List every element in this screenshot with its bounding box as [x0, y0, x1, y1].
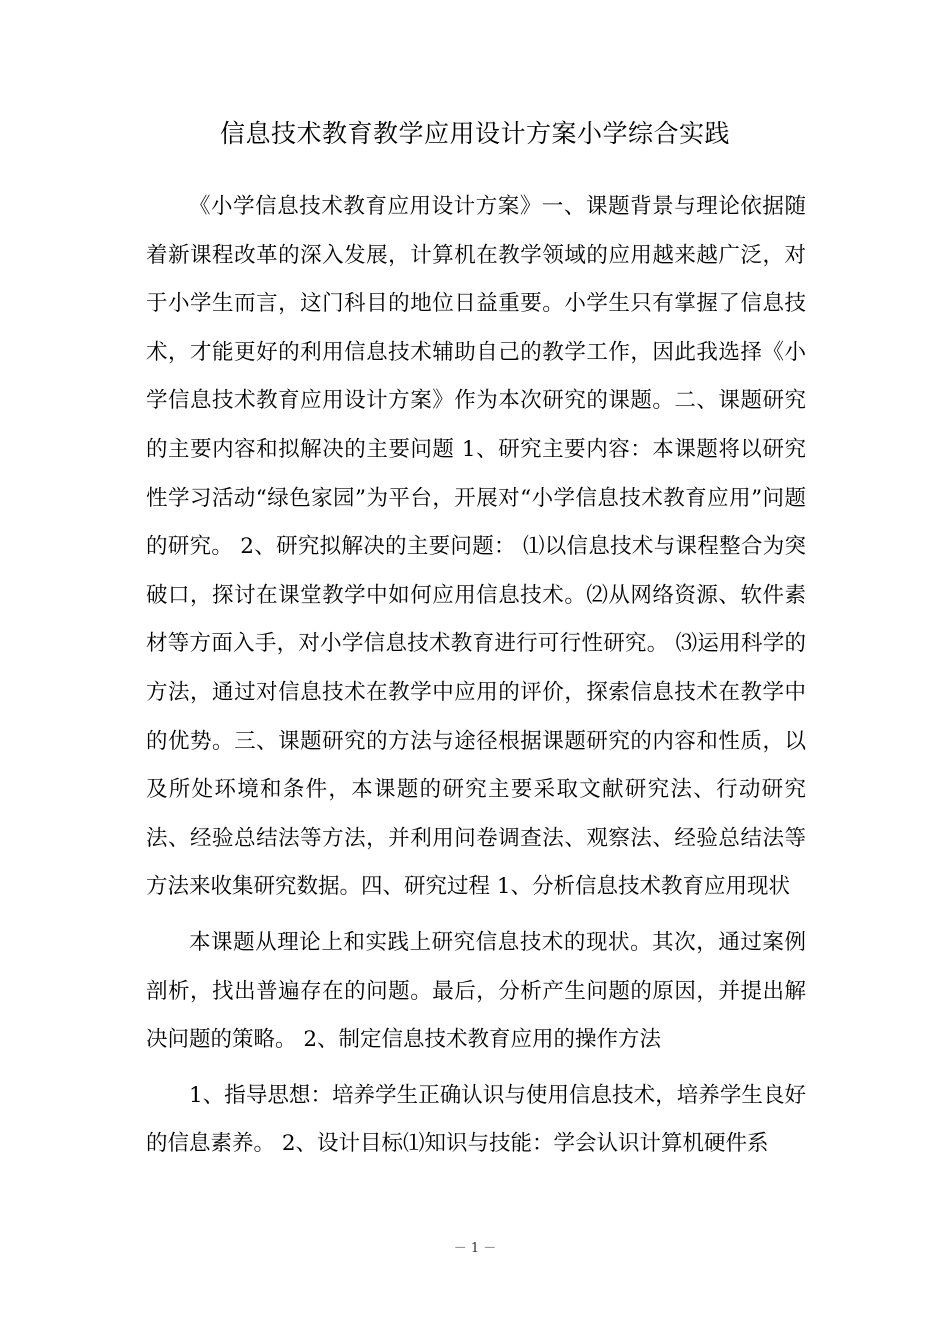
document-title: 信息技术教育教学应用设计方案小学综合实践: [219, 119, 730, 148]
paragraph-2: 本课题从理论上和实践上研究信息技术的现状。其次，通过案例剖析，找出普遍存在的问题。最后，分析产生问题的原因，并提出解决问题的策略。 2、制定信息技术教育应用的操作方法: [146, 929, 806, 1053]
paragraph-3: 1、指导思想：培养学生正确认识与使用信息技术，培养学生良好的信息素养。 2、设计目标⑴知识与技能：学会认识计算机硬件系: [146, 1082, 806, 1157]
paragraph-1: 《小学信息技术教育应用设计方案》一、课题背景与理论依据随着新课程改革的深入发展，计算机在教学领域的应用越来越广泛，对于小学生而言，这门科目的地位日益重要。小学生只有掌握了信息技术，才能更好的利用信息技术辅助自己的教学工作，因此我选择《小学信息技术教育应用设计方案》作为本次研究的课题。二、课题研究的主要内容和拟解决的主要问题 1、研究主要内容：本课题将以研究性学习活动“绿色家园”为平台，开展对“小学信息技术教育应用”问题的研究。 2、研究拟解决的主要问题： ⑴以信息技术与课程整合为突破口，探讨在课堂教学中如何应用信息技术。⑵从网络资源、软件素材等方面入手，对小学信息技术教育进行可行性研究。 ⑶运用科学的方法，通过对信息技术在教学中应用的评价，探索信息技术在教学中的优势。三、课题研究的方法与途径根据课题研究的内容和性质，以及所处环境和条件，本课题的研究主要采取文献研究法、行动研究法、经验总结法等方法，并利用问卷调查法、观察法、经验总结法等方法来收集研究数据。四、研究过程 1、分析信息技术教育应用现状: [146, 194, 806, 900]
document-body: [146, 183, 806, 1169]
page-number: － 1 －: [453, 1241, 497, 1256]
